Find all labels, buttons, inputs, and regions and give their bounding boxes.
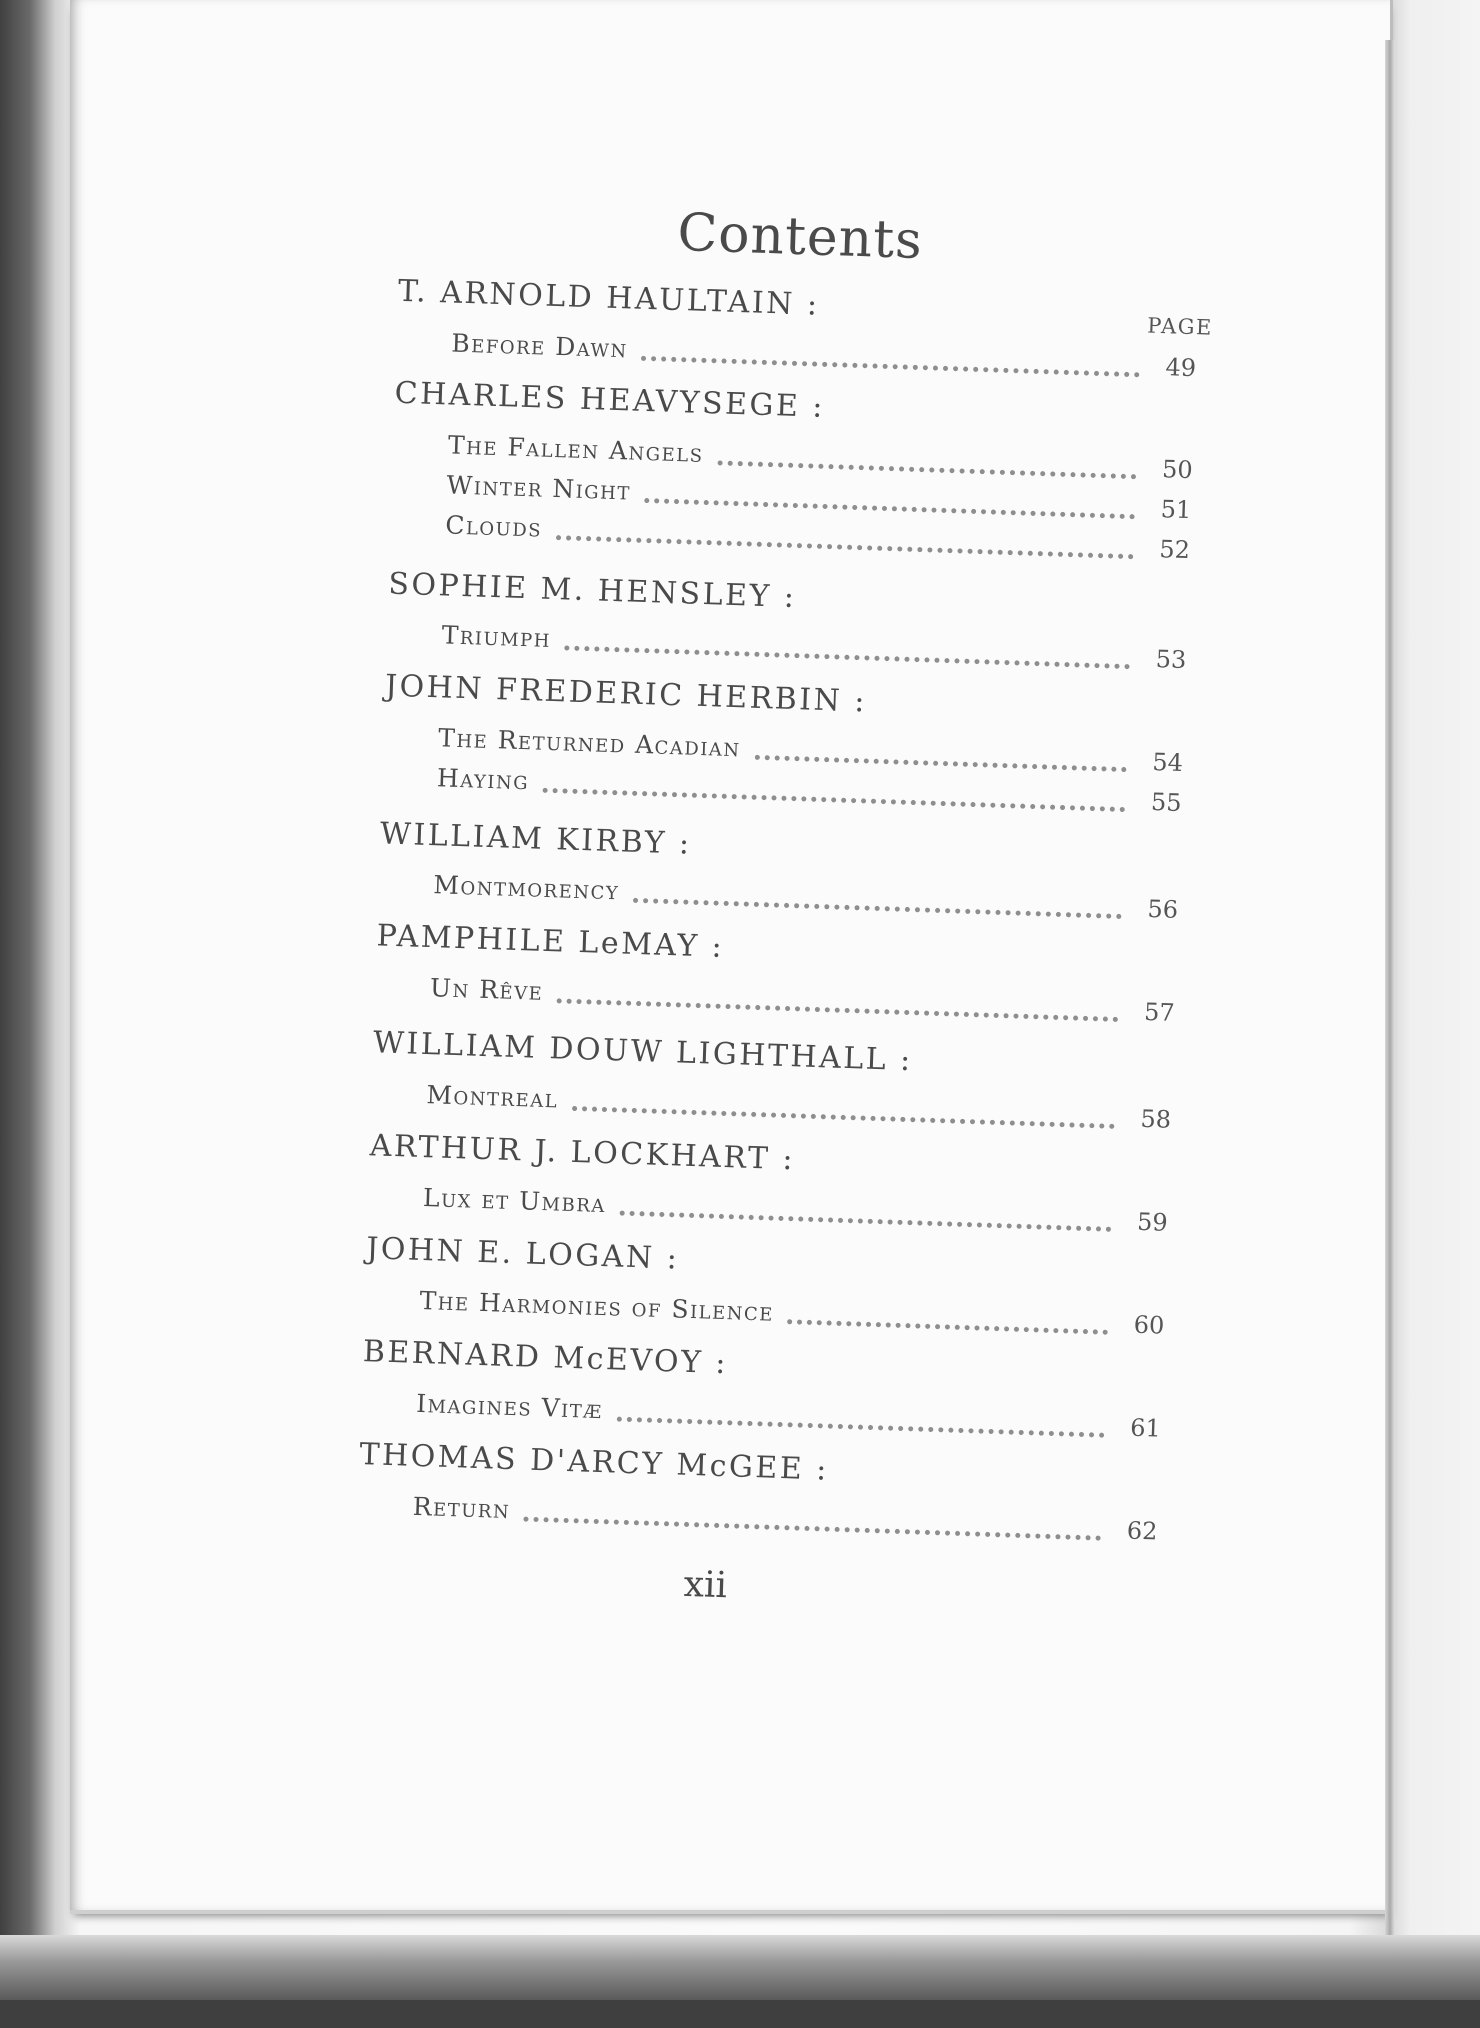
author-heading: WILLIAM KIRBY :	[379, 816, 693, 862]
author-heading: SOPHIE M. HENSLEY :	[387, 566, 797, 616]
dot-leader	[641, 355, 1139, 377]
entry-title: Montmorency	[432, 870, 620, 906]
entry-page-number: 60	[1133, 1310, 1165, 1340]
dot-leader	[543, 787, 1126, 811]
entry-title: Triumph	[441, 620, 552, 653]
author-heading: CHARLES HEAVYSEGE :	[394, 375, 826, 425]
entry-page-number: 50	[1161, 455, 1194, 485]
toc-entry	[426, 1080, 1172, 1139]
author-heading: WILLIAM DOUW LIGHTHALL :	[372, 1025, 914, 1079]
author-heading: ARTHUR J. LOCKHART :	[369, 1128, 796, 1178]
entry-title: Imagines Vitæ	[415, 1388, 604, 1425]
page-title: Contents	[676, 202, 924, 272]
toc-entry	[429, 973, 1175, 1032]
entry-title: Before Dawn	[450, 328, 629, 364]
page-column-label: PAGE	[1146, 313, 1214, 340]
entry-page-number: 52	[1158, 535, 1191, 565]
entry-page-number: 53	[1155, 645, 1187, 675]
author-heading: JOHN E. LOGAN :	[365, 1231, 680, 1277]
entry-title: Haying	[436, 763, 530, 796]
entry-title: Winter Night	[446, 470, 632, 506]
entry-title: Lux et Umbra	[422, 1183, 607, 1219]
toc-entry	[416, 1389, 1162, 1448]
author-heading: JOHN FREDERIC HERBIN :	[384, 668, 868, 720]
dot-leader	[645, 497, 1136, 518]
entry-page-number: 57	[1143, 997, 1176, 1027]
entry-title: The Fallen Angels	[447, 430, 705, 468]
author-heading: BERNARD McEVOY :	[362, 1334, 729, 1382]
toc-entry	[419, 1286, 1165, 1345]
entry-title: Un Rêve	[429, 973, 544, 1006]
entry-title: Clouds	[444, 510, 543, 543]
entry-page-number: 59	[1136, 1207, 1169, 1237]
entry-page-number: 55	[1150, 787, 1183, 817]
dot-leader	[572, 1105, 1115, 1128]
entry-page-number: 58	[1140, 1104, 1172, 1134]
toc-entry	[412, 1492, 1158, 1551]
dot-leader	[557, 998, 1118, 1022]
toc-entry	[451, 328, 1197, 387]
entry-page-number: 62	[1126, 1516, 1158, 1546]
entry-title: The Returned Acadian	[437, 723, 742, 763]
toc-entry	[422, 1183, 1168, 1242]
author-heading: THOMAS D'ARCY McGEE :	[358, 1437, 830, 1488]
entry-title: Montreal	[426, 1080, 559, 1114]
entry-page-number: 61	[1129, 1413, 1162, 1443]
dot-leader	[616, 1416, 1104, 1437]
author-heading: T. ARNOLD HAULTAIN :	[397, 273, 821, 323]
dot-leader	[633, 897, 1122, 918]
dot-leader	[717, 460, 1136, 479]
dot-leader	[565, 645, 1131, 669]
entry-page-number: 49	[1165, 353, 1197, 383]
dot-leader	[788, 1319, 1109, 1335]
page-folio: xii	[683, 1563, 728, 1607]
author-heading: PAMPHILE LeMAY :	[376, 918, 725, 965]
toc-entry	[433, 870, 1179, 929]
entry-page-number: 51	[1160, 495, 1192, 525]
entry-title: The Harmonies of Silence	[419, 1285, 775, 1327]
toc-entry	[441, 620, 1187, 679]
dot-leader	[556, 535, 1134, 559]
dot-leader	[754, 754, 1126, 771]
dot-leader	[620, 1210, 1112, 1231]
dot-leader	[524, 1516, 1101, 1540]
entry-page-number: 54	[1151, 747, 1184, 777]
entry-page-number: 56	[1147, 894, 1179, 924]
entry-title: Return	[412, 1491, 511, 1525]
